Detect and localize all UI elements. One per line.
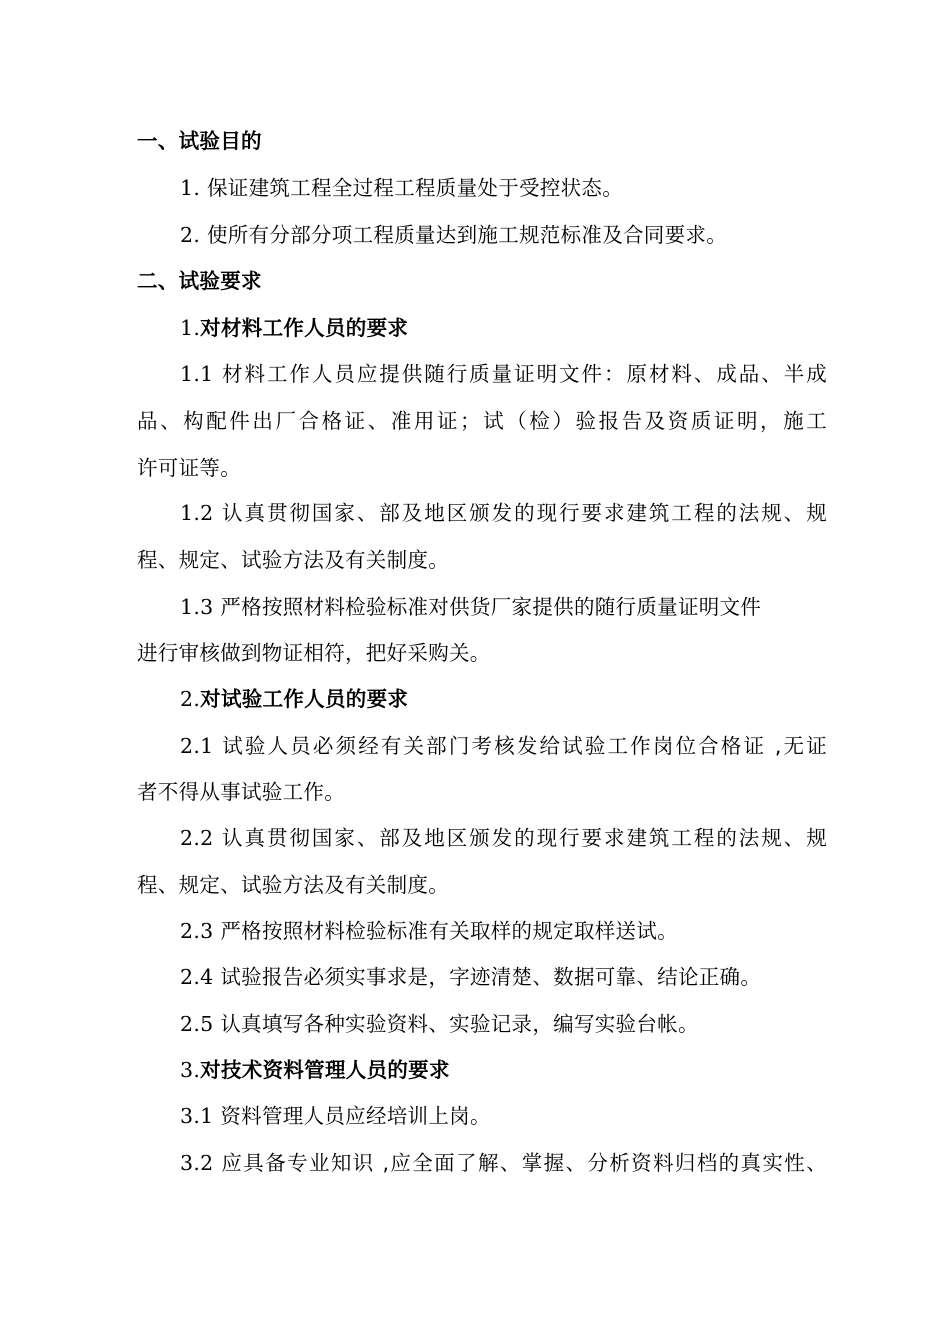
paragraph-line: 程、规定、试验方法及有关制度。 [137,548,449,572]
item-text: 保证建筑工程全过程工程质量处于受控状态。 [207,176,623,200]
item-text: 使所有分部分项工程质量达到施工规范标准及合同要求。 [207,223,727,247]
subsection-title: 对材料工作人员的要求 [200,316,409,340]
subsection-heading [180,314,827,342]
item-number: 1.3 [180,595,214,619]
item-number: 1.1 [180,362,214,386]
paragraph-line [180,499,827,527]
paragraph-line: 许可证等。 [137,456,241,480]
list-item [180,221,827,249]
item-text: 认真填写各种实验资料、实验记录，编写实验台帐。 [220,1012,699,1036]
paragraph-line: 者不得从事试验工作。 [137,780,345,804]
item-text: 严格按照材料检验标准对供货厂家提供的随行质量证明文件 [220,595,762,619]
subsection-heading [180,685,827,713]
item-number: 3.1 [180,1104,214,1128]
item-number: 2.2 [180,826,214,850]
item-number: 2.5 [180,1012,214,1036]
item-text: 试验人员必须经有关部门考核发给试验工作岗位合格证 ,无证 [222,734,827,758]
paragraph-line [180,963,827,991]
section-heading-1: 一、试验目的 [137,129,262,153]
paragraph-line: 品、构配件出厂合格证、准用证；试（检）验报告及资质证明，施工 [137,409,827,433]
item-number: 2.3 [180,919,214,943]
item-text: 应具备专业知识 ,应全面了解、掌握、分析资料归档的真实性、 [221,1151,827,1175]
subsection-number: 2. [180,687,201,711]
paragraph-line [180,1010,827,1038]
item-text: 试验报告必须实事求是，字迹清楚、数据可靠、结论正确。 [220,965,762,989]
subsection-heading [180,1056,827,1084]
item-text: 认真贯彻国家、部及地区颁发的现行要求建筑工程的法规、规 [222,501,827,525]
subsection-number: 3. [180,1058,201,1082]
item-text: 认真贯彻国家、部及地区颁发的现行要求建筑工程的法规、规 [222,826,827,850]
item-number: 2.1 [180,734,214,758]
paragraph-line: 程、规定、试验方法及有关制度。 [137,873,449,897]
paragraph-line [180,1149,827,1177]
paragraph-line [180,917,827,945]
subsection-number: 1. [180,316,201,340]
paragraph-line [180,824,827,852]
item-text: 资料管理人员应经培训上岗。 [220,1104,491,1128]
paragraph-line: 进行审核做到物证相符，把好采购关。 [137,641,491,665]
subsection-title: 对试验工作人员的要求 [200,687,409,711]
list-item [180,174,827,202]
item-number: 1. [180,176,201,200]
item-text: 严格按照材料检验标准有关取样的规定取样送试。 [220,919,678,943]
item-number: 2.4 [180,965,214,989]
subsection-title: 对技术资料管理人员的要求 [200,1058,450,1082]
paragraph-line [180,593,827,621]
paragraph-line [180,732,827,760]
item-number: 2. [180,223,201,247]
item-text: 材料工作人员应提供随行质量证明文件：原材料、成品、半成 [222,362,827,386]
item-number: 1.2 [180,501,214,525]
paragraph-line [180,1102,827,1130]
paragraph-line [180,360,827,388]
item-number: 3.2 [180,1151,214,1175]
section-heading-2: 二、试验要求 [137,269,262,293]
